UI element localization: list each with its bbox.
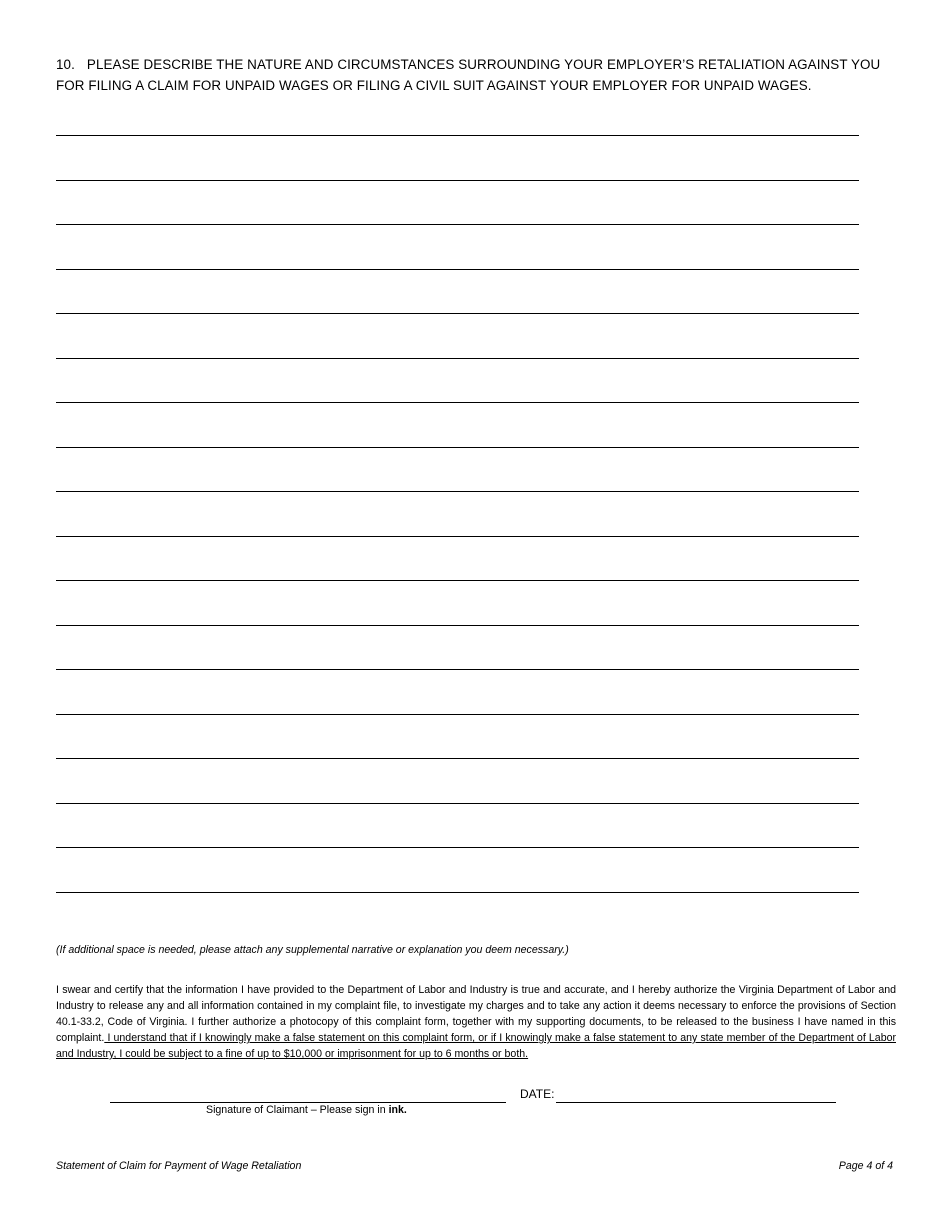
answer-line[interactable]	[56, 403, 859, 448]
answer-line[interactable]	[56, 359, 859, 404]
answer-line[interactable]	[56, 626, 859, 671]
date-field[interactable]	[556, 1102, 836, 1103]
question-text: PLEASE DESCRIBE THE NATURE AND CIRCUMSTANCES SURROUNDING YOUR EMPLOYER’S RETALIATION AGAINST YOU FOR FILING A CLAIM FOR UNPAID WAGES OR FILING A CIVIL SUIT AGAINST YOUR EMPLOYER FOR UNPAID WAGES.	[56, 57, 881, 93]
certification-warning: I understand that if I knowingly make a false statement on this complaint form, or if I knowingly make a false statement to any state member of the Department of Labor and Industry, I could be subject to a fine of up to $10,000 or imprisonment for up to 6 months or both.	[56, 1032, 896, 1060]
signature-caption	[206, 1104, 407, 1116]
signature-caption-text: Signature of Claimant – Please sign in	[206, 1104, 389, 1116]
answer-lines[interactable]	[56, 124, 859, 893]
answer-line[interactable]	[56, 270, 859, 315]
date-label: DATE:	[520, 1087, 555, 1101]
answer-line[interactable]	[56, 225, 859, 270]
answer-line[interactable]	[56, 804, 859, 849]
certification-statement	[56, 982, 896, 1062]
answer-line[interactable]	[56, 581, 859, 626]
footer-title: Statement of Claim for Payment of Wage Retaliation	[56, 1160, 302, 1172]
answer-line[interactable]	[56, 848, 859, 893]
answer-line[interactable]	[56, 136, 859, 181]
answer-line[interactable]	[56, 492, 859, 537]
signature-caption-bold: ink.	[388, 1104, 407, 1116]
footer-page-number: Page 4 of 4	[838, 1160, 893, 1172]
answer-line[interactable]	[56, 314, 859, 359]
answer-line[interactable]	[56, 670, 859, 715]
signature-field[interactable]	[110, 1102, 506, 1103]
question-10	[56, 54, 886, 96]
answer-line[interactable]	[56, 715, 859, 760]
answer-line[interactable]	[56, 448, 859, 493]
answer-line[interactable]	[56, 759, 859, 804]
answer-line[interactable]	[56, 124, 859, 136]
certification-text: I swear and certify that the information I have provided to the Department of Labor and Industry is true and accurate, and I hereby authorize the Virginia Department of Labor and Industry to release any and all information contained in my complaint file, to investigate my charges and to take any action it deems necessary to enforce the provisions of Section 40.1-33.2, Code of Virginia. I further authorize a photocopy of this complaint form, together with my supporting documents, to be released to the business I have named in this complaint.	[56, 984, 896, 1044]
additional-space-note: (If additional space is needed, please attach any supplemental narrative or explanation you deem necessary.)	[56, 944, 569, 956]
answer-line[interactable]	[56, 537, 859, 582]
answer-line[interactable]	[56, 181, 859, 226]
question-number: 10.	[56, 57, 75, 72]
